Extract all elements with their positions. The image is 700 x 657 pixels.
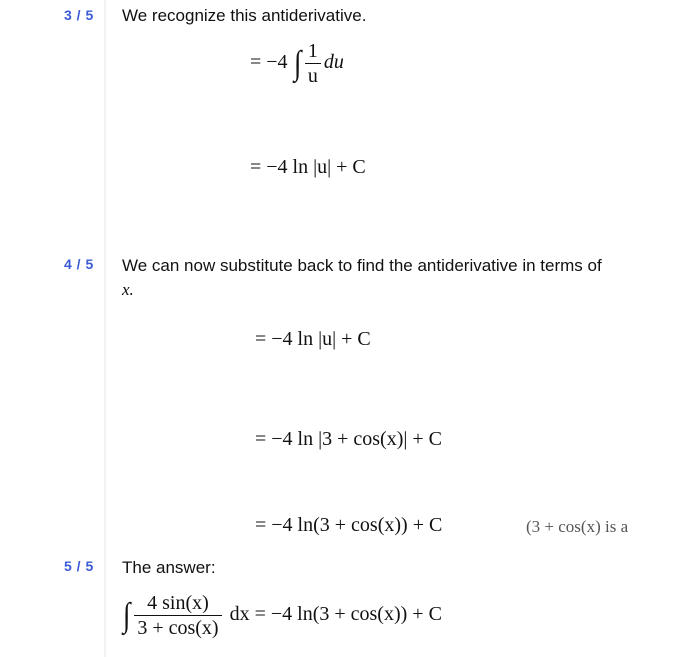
numerator: 1 xyxy=(305,40,321,64)
equation: = −4 ln(3 + cos(x)) + C xyxy=(255,514,443,536)
equation: = −4 ln |u| + C xyxy=(255,328,371,350)
step-number: 4 / 5 xyxy=(64,256,94,272)
eq-prefix: = −4 xyxy=(250,51,293,74)
equation: = −4 ln |u| + C xyxy=(250,156,366,178)
side-note: (3 + cos(x) is a xyxy=(526,517,629,536)
integral-sign: ∫ xyxy=(293,44,301,82)
answer-equation xyxy=(122,592,442,639)
integral-sign: ∫ xyxy=(122,596,131,634)
step-text: We can now substitute back to find the antiderivative in terms of xyxy=(122,256,602,275)
denominator: u xyxy=(307,65,318,87)
step-text: We recognize this antiderivative. xyxy=(122,6,367,25)
step-number: 5 / 5 xyxy=(64,558,94,574)
equation: = −4 ln |3 + cos(x)| + C xyxy=(255,428,443,450)
numerator: 4 sin(x) xyxy=(134,592,221,616)
fraction xyxy=(305,40,321,87)
step-number: 3 / 5 xyxy=(64,7,94,23)
eq-suffix: du xyxy=(323,51,344,74)
step-text-var: x. xyxy=(122,280,134,299)
denominator: 3 + cos(x) xyxy=(137,617,219,639)
fraction xyxy=(134,592,221,639)
step-text: The answer: xyxy=(122,558,216,577)
answer-rhs: dx = −4 ln(3 + cos(x)) + C xyxy=(229,603,442,626)
step-rail xyxy=(104,0,106,657)
equation xyxy=(250,40,344,87)
